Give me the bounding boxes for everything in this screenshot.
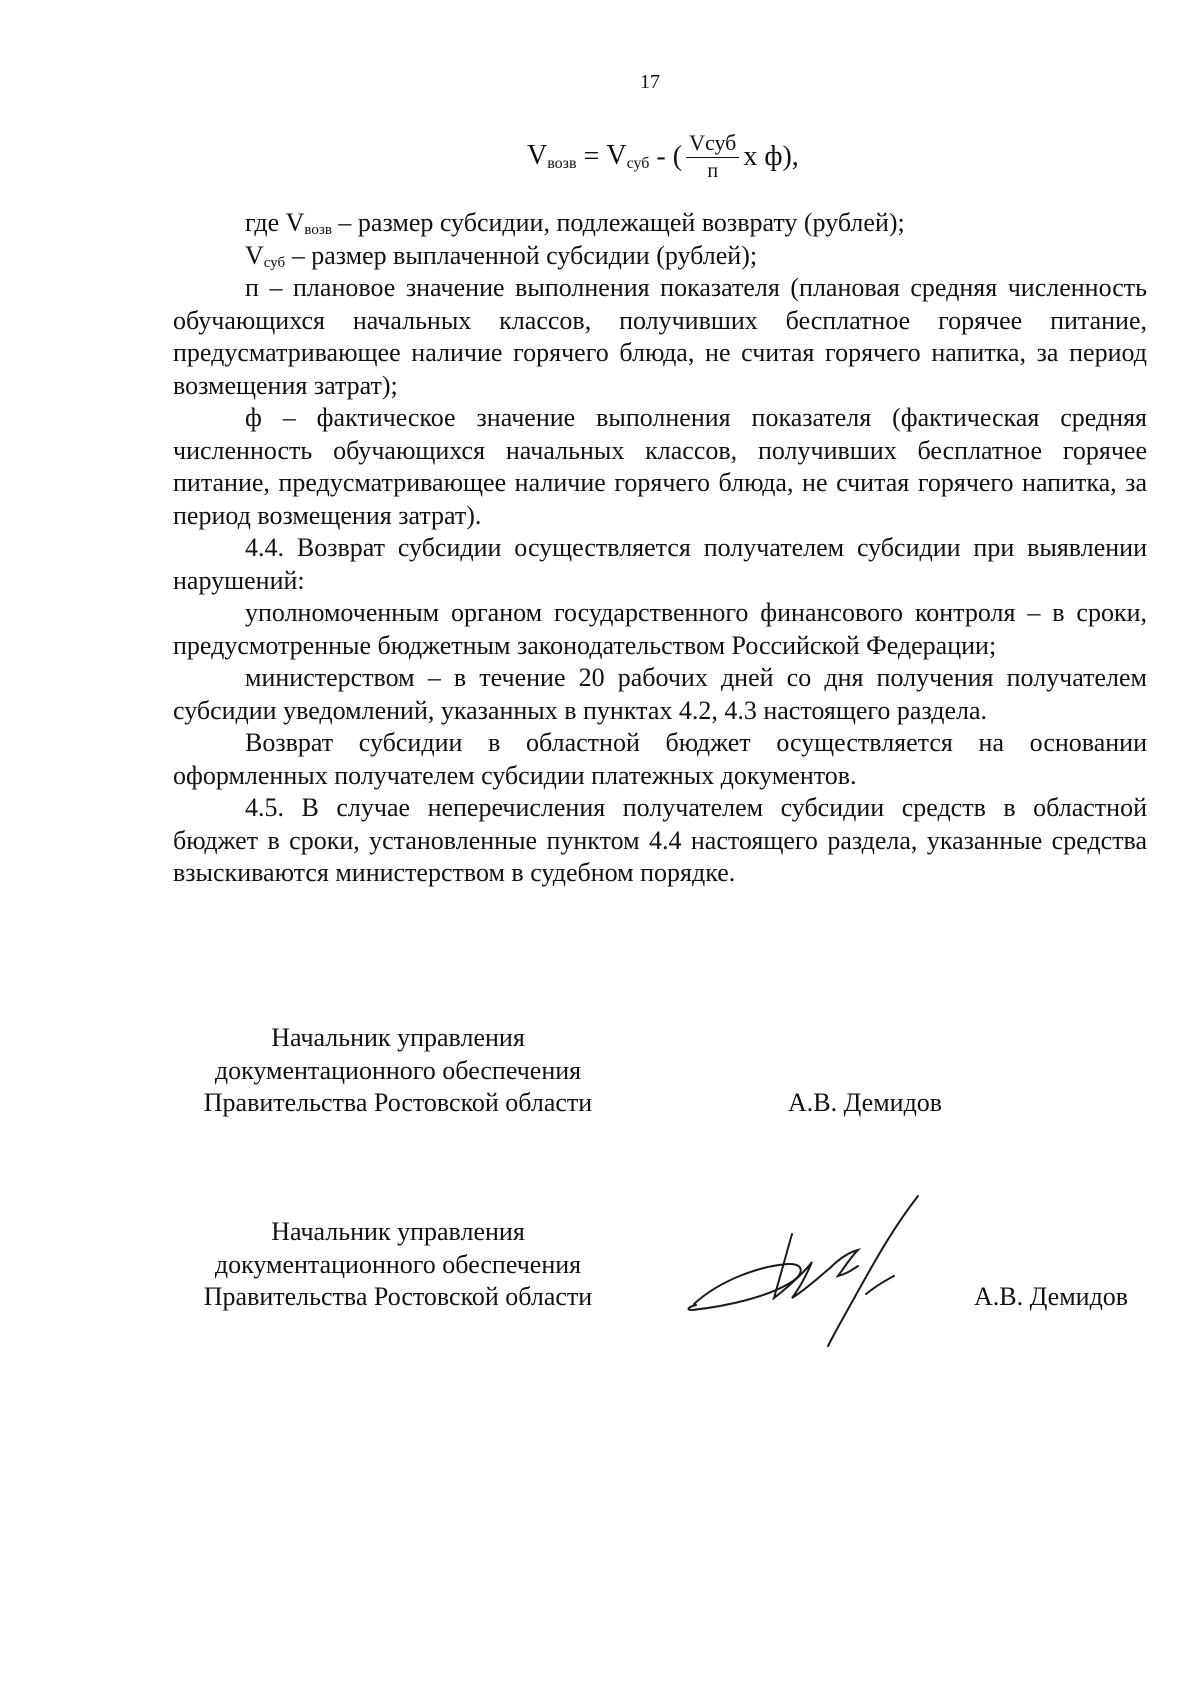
formula-numerator: Vсуб <box>686 132 739 158</box>
formula-equals: = <box>583 140 600 172</box>
formula-tail: х ф), <box>743 140 799 172</box>
signatory-title <box>173 1216 623 1314</box>
formula-v-sub: $V_{суб}$ <box>606 140 650 172</box>
signatory-title <box>173 1022 623 1120</box>
signatory-title-line: документационного обеспечения <box>214 1055 582 1085</box>
paragraph-p-definition: п – плановое значение выполнения показателя (плановая средняя численность обучающихся начальных классов, получивших бесплатное горячее питание, предусматривающее наличие горячего блюда, не считая горячего напитка, за период возмещения затрат); <box>173 273 1147 400</box>
formula-fraction <box>686 132 739 181</box>
signatory-name: А.В. Демидов <box>974 1282 1129 1311</box>
formula <box>527 132 799 181</box>
paragraph-v-vozv: где $V_{возв}$ – размер субсидии, подлежащей возврату (рублей); <box>245 208 905 238</box>
paragraph-4-5: 4.5. В случае неперечисления получателем субсидии средств в областной бюджет в сроки, установленные пунктом 4.4 настоящего раздела, указанные средства взыскиваются министерством в судебном порядке. <box>173 793 1147 887</box>
paragraph-return: Возврат субсидии в областной бюджет осуществляется на основании оформленных получателем субсидии платежных документов. <box>173 728 1147 790</box>
document-body <box>173 207 1147 890</box>
signature-block-1 <box>173 1022 1147 1120</box>
paragraph-control-body: уполномоченным органом государственного финансового контроля – в сроки, предусмотренные бюджетным законодательством Российской Федерации; <box>173 598 1147 660</box>
signatory-title-line: Начальник управления <box>271 1023 525 1052</box>
formula-v-vozv: $V_{возв}$ <box>527 140 577 172</box>
handwritten-signature <box>680 1192 940 1352</box>
formula-minus-open: - ( <box>656 140 683 172</box>
signature-block-2 <box>173 1216 1147 1314</box>
paragraph-ministry: министерством – в течение 20 рабочих дней со дня получения получателем субсидии уведомлений, указанных в пунктах 4.2, 4.3 настоящего раздела. <box>173 663 1147 725</box>
signatory-title-line: Правительства Ростовской области <box>203 1282 593 1311</box>
paragraph-4-4: 4.4. Возврат субсидии осуществляется получателем субсидии при выявлении нарушений: <box>173 533 1147 595</box>
formula-denominator: п <box>707 160 719 182</box>
paragraph-f-definition: ф – фактическое значение выполнения показателя (фактическая средняя численность обучающихся начальных классов, получивших бесплатное горячее питание, предусматривающее наличие горячего блюда, не считая горячего напитка, за период возмещения затрат). <box>173 403 1147 530</box>
signatory-name: А.В. Демидов <box>788 1088 943 1117</box>
paragraph-v-sub: $V_{суб}$ – размер выплаченной субсидии (рублей); <box>245 240 758 271</box>
signatory-title-line: Правительства Ростовской области <box>203 1088 593 1117</box>
page-number: 17 <box>640 71 660 93</box>
signatory-title-line: Начальник управления <box>271 1217 525 1246</box>
signatory-title-line: документационного обеспечения <box>214 1249 582 1279</box>
